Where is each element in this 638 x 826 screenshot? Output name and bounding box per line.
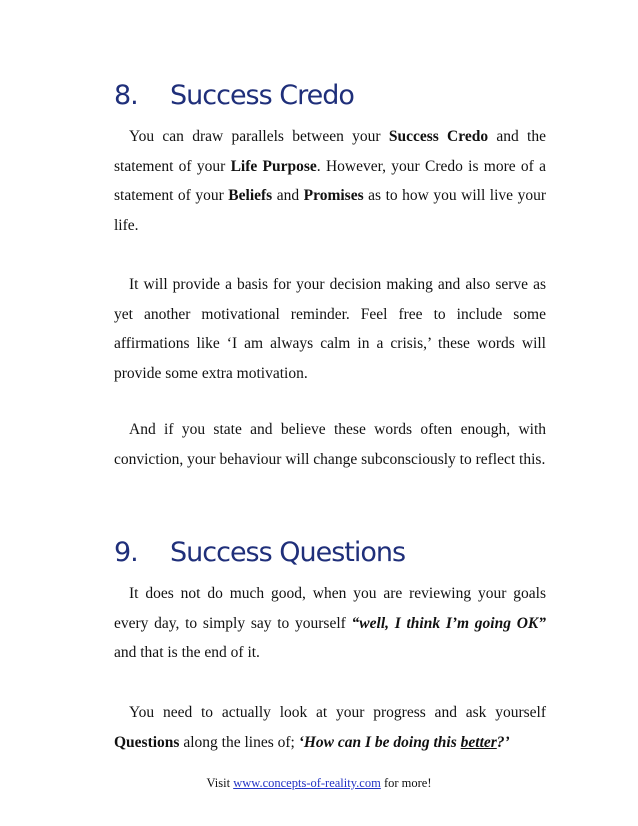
emphasized-text: ‘How can I be doing this — [298, 733, 461, 751]
body-text: It will provide a basis for your decision making and also serve as yet another motivational reminder. Feel free to include some affirmations like ‘I am always calm in a crisis,’ these words will provide some extra motivation. — [114, 276, 546, 382]
emphasized-text: Life Purpose — [230, 157, 317, 175]
paragraph — [114, 415, 546, 474]
emphasized-text: ?’ — [496, 733, 510, 751]
page-footer — [0, 774, 638, 792]
section-9-heading — [114, 536, 405, 570]
section-8-heading — [114, 79, 354, 113]
body-text: You can draw parallels between your — [129, 128, 389, 145]
body-text: and the statement of your — [114, 128, 546, 175]
emphasized-text: Success Credo — [388, 128, 489, 145]
footer-link[interactable]: www.concepts-of-reality.com — [233, 776, 381, 790]
section-title: Success Questions — [170, 537, 406, 568]
paragraph — [114, 122, 546, 240]
section-number: 8. — [114, 80, 138, 111]
emphasized-text: better — [460, 733, 497, 751]
body-text: You need to actually look at your progress and ask yourself — [129, 704, 546, 721]
emphasized-text: Promises — [303, 187, 364, 205]
body-text: It does not do much good, when you are reviewing your goals every day, to simply say to yourself — [114, 585, 546, 632]
body-text: along the lines of; — [179, 733, 299, 751]
footer-suffix: for more! — [380, 776, 432, 790]
emphasized-text: Beliefs — [228, 187, 273, 205]
body-text: And if you state and believe these words often enough, with conviction, your behaviour will change subconsciously to reflect this. — [114, 421, 546, 468]
body-text: . However, your Credo is more of a statement of your — [114, 157, 546, 205]
section-title: Success Credo — [170, 80, 354, 111]
emphasized-text: Questions — [114, 733, 180, 751]
emphasized-text: “well, I think I’m going OK” — [351, 614, 546, 632]
paragraph — [114, 270, 546, 388]
paragraph — [114, 698, 546, 757]
footer-prefix: Visit — [206, 776, 234, 790]
body-text: and that is the end of it. — [114, 644, 260, 662]
section-number: 9. — [114, 537, 138, 568]
paragraph — [114, 579, 546, 668]
body-text: as to how you will live your life. — [114, 187, 546, 234]
body-text: and — [272, 187, 304, 205]
